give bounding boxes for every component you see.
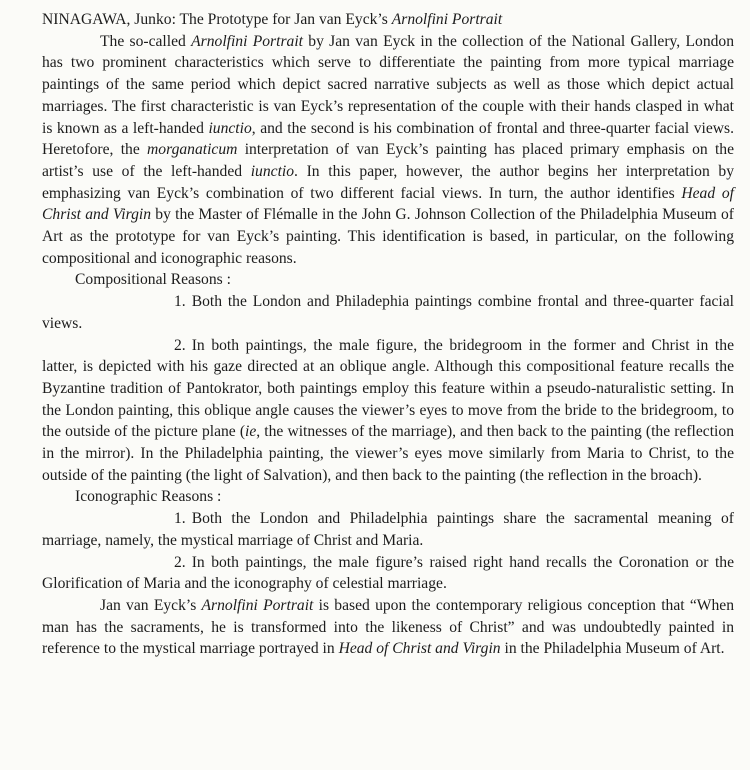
conclusion-text-2: is based upon the contemporary religious conception that “When man has the sacraments, he is transformed into the likeness of Christ” and was undoubtedly painted in reference to the mystical marriage portrayed in [42,596,734,658]
item-number: 2. [174,553,186,571]
conclusion-italic-1: Arnolfini Portrait [201,596,314,614]
intro-text-5: . In this paper, however, the author begins her interpretation by emphasizing van Eyck’s combination of two different facial views. In turn, the author identifies [42,162,735,202]
item-italic-1: ie [245,423,257,441]
item-text: In both paintings, the male figure’s raised right hand recalls the Coronation or the Glorification of Maria and the iconography of celestial marriage. [42,553,734,593]
conclusion-text-1: Jan van Eyck’s [100,596,202,614]
conclusion-italic-2: Head of Christ and Virgin [338,640,501,658]
intro-italic-2: iunctio [208,119,252,137]
intro-italic-4: iunctio [250,162,295,180]
title-separator: : [171,11,180,28]
intro-italic-1: Arnolfini Portrait [191,32,303,50]
item-text-2: , the witnesses of the marriage), and then back to the painting (the reflection in the mirror). In the Philadelphia painting, the viewer’s eyes move similarly from Maria to Christ, to the outside of the painting (the light of Salvation), and then back to the painting (the reflection in the broach). [42,423,734,484]
item-number: 1. [174,293,186,311]
item-text: Both the London and Philadephia paintings combine frontal and three-quarter facial views. [42,293,734,332]
iconographic-item-1 [42,508,734,551]
intro-italic-3: morganaticum [147,141,238,159]
conclusion-paragraph [42,595,734,660]
iconographic-heading: Iconographic Reasons : [75,488,222,506]
item-number: 1. [174,510,186,528]
intro-italic-5: Head of Christ and Virgin [42,184,734,224]
compositional-heading: Compositional Reasons : [75,271,231,289]
intro-text-4: interpretation of van Eyck’s painting has placed primary emphasis on the artist’s use of the left-handed [42,141,734,180]
compositional-item-2 [42,335,734,487]
title-text: The Prototype for Jan van Eyck’s [179,11,392,28]
iconographic-item-2 [42,552,734,595]
item-text-1: In both paintings, the male figure, the bridegroom in the former and Christ in the latter, is depicted with his gaze directed at an oblique angle. Although this compositional feature recalls the Byzantine tradition of Pantokrator, both paintings employ this feature within a pseudo-naturalistic setting. In the London painting, this oblique angle causes the viewer’s eyes to move from the bride to the bridegroom, to the outside of the picture plane ( [42,336,734,441]
intro-text-3: , and the second is his combination of frontal and three-quarter facial views. Heretofore, the [42,119,734,159]
article-title [42,9,734,31]
conclusion-text-3: in the Philadelphia Museum of Art. [500,640,725,658]
compositional-item-1 [42,291,734,334]
author-name: NINAGAWA, Junko [42,11,172,28]
intro-paragraph [42,31,734,270]
item-text: Both the London and Philadelphia paintings share the sacramental meaning of marriage, namely, the mystical marriage of Christ and Maria. [42,510,734,549]
item-number: 2. [174,336,186,354]
intro-text-1: The so-called [100,32,192,50]
intro-text-6: by the Master of Flémalle in the John G. Johnson Collection of the Philadelphia Museum of Art as the prototype for van Eyck’s painting. This identification is based, in particular, on the following compositional and iconographic reasons. [42,206,734,267]
intro-text-2: by Jan van Eyck in the collection of the National Gallery, London has two prominent characteristics which serve to differentiate the painting from more typical marriage paintings of the same period which depict sacred narrative subjects as well as those which depict actual marriages. The first characteristic is van Eyck’s representation of the couple with their hands clasped in what is known as a left-handed [42,32,735,137]
title-italic: Arnolfini Portrait [391,11,503,28]
